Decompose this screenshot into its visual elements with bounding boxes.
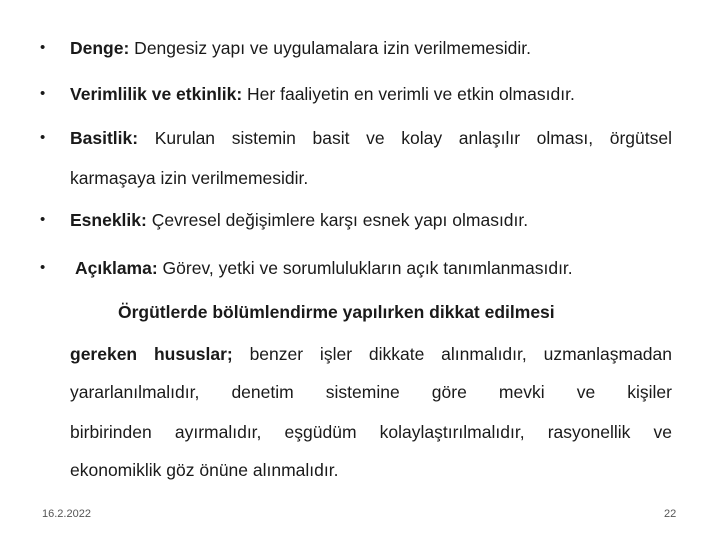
paragraph-line: ekonomiklik göz önüne alınmalıdır. (70, 460, 339, 480)
bullet-text: Dengesiz yapı ve uygulamalara izin verilmemesidir. (129, 38, 532, 58)
bullet-dot: • (40, 259, 46, 276)
bullet-term: Denge: (70, 38, 130, 58)
paragraph-text: benzer işler dikkate alınmalıdır, uzmanlaşmadan (232, 344, 672, 364)
bullet-dot: • (40, 211, 46, 228)
paragraph-line (70, 344, 672, 364)
paragraph-term: gereken hususlar; (70, 344, 233, 364)
bullet-text: Her faaliyetin en verimli ve etkin olmasıdır. (242, 84, 575, 104)
bullet-term: Esneklik: (70, 210, 147, 230)
bullet-continuation: karmaşaya izin verilmemesidir. (70, 168, 309, 188)
paragraph-line: birbirinden ayırmalıdır, eşgüdüm kolaylaştırılmalıdır, rasyonellik ve (70, 422, 672, 442)
bullet-dot: • (40, 85, 46, 102)
paragraph-line: yararlanılmalıdır, denetim sistemine göre mevki ve kişiler (70, 382, 672, 402)
bullet-text: Kurulan sistemin basit ve kolay anlaşılır olması, örgütsel (138, 128, 672, 148)
bullet-dot: • (40, 129, 46, 146)
bullet-term: Açıklama: (75, 258, 158, 278)
bullet-term: Verimlilik ve etkinlik: (70, 84, 243, 104)
paragraph-title: Örgütlerde bölümlendirme yapılırken dikkat edilmesi (118, 302, 555, 322)
bullet-text: Görev, yetki ve sorumlulukların açık tanımlanmasıdır. (157, 258, 573, 278)
page-number: 22 (664, 508, 677, 520)
bullet-term: Basitlik: (70, 128, 139, 148)
bullet-text: Çevresel değişimlere karşı esnek yapı olmasıdır. (146, 210, 529, 230)
footer-date: 16.2.2022 (42, 508, 91, 520)
bullet-dot: • (40, 39, 46, 56)
